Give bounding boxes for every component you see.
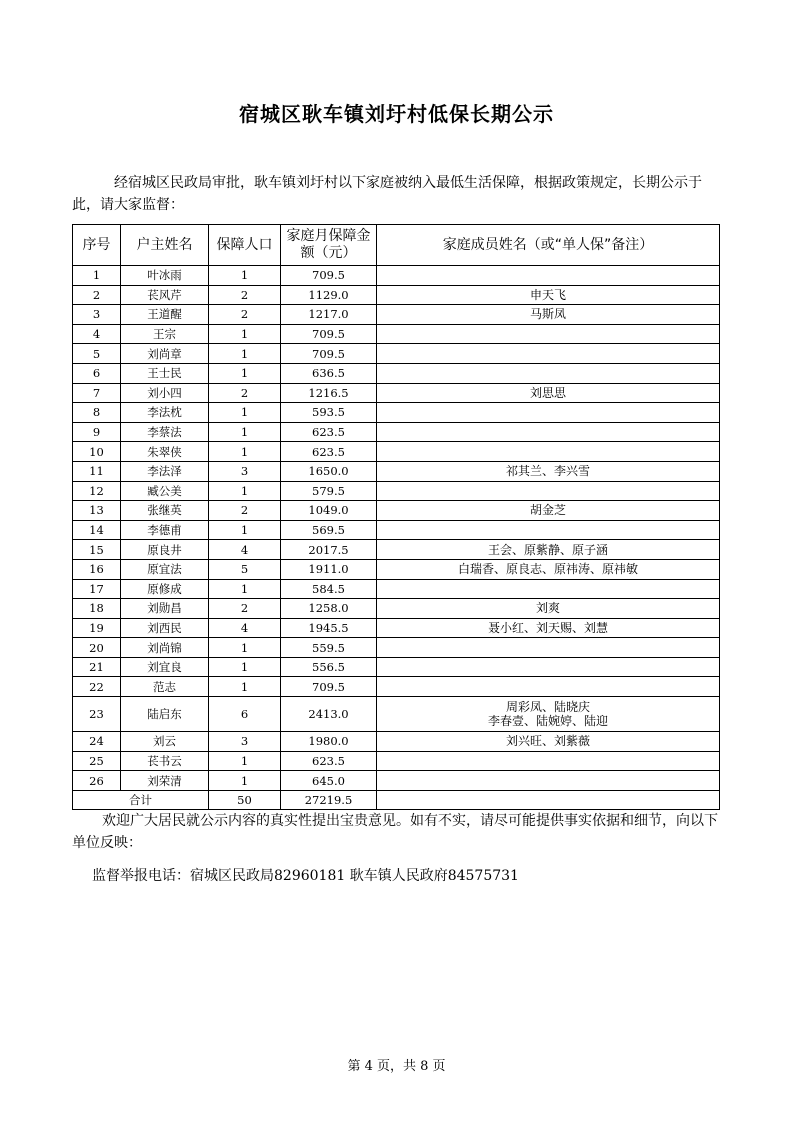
table-row <box>73 383 720 403</box>
row-number: 17 <box>73 579 121 599</box>
feedback-notice: 欢迎广大居民就公示内容的真实性提出宝贵意见。如有不实，请尽可能提供事实依据和细节，向以下单位反映： <box>72 813 718 851</box>
family-members <box>377 442 720 462</box>
table-row <box>73 697 720 732</box>
header-no: 序号 <box>73 225 121 266</box>
total-members <box>377 790 720 810</box>
header-members: 家庭成员姓名（或“单人保”备注） <box>377 225 720 266</box>
covered-count: 1 <box>209 638 281 658</box>
covered-count: 1 <box>209 422 281 442</box>
table-row <box>73 305 720 325</box>
row-number: 14 <box>73 520 121 540</box>
table-row <box>73 422 720 442</box>
table-row <box>73 324 720 344</box>
table-row <box>73 501 720 521</box>
householder-name: 王道醒 <box>121 305 209 325</box>
householder-name: 苌书云 <box>121 751 209 771</box>
row-number: 13 <box>73 501 121 521</box>
householder-name: 刘荣清 <box>121 771 209 791</box>
row-number: 4 <box>73 324 121 344</box>
row-number: 19 <box>73 618 121 638</box>
householder-name: 叶冰雨 <box>121 266 209 286</box>
covered-count: 1 <box>209 520 281 540</box>
householder-name: 李法泽 <box>121 461 209 481</box>
row-number: 18 <box>73 599 121 619</box>
table-row <box>73 344 720 364</box>
householder-name: 刘小四 <box>121 383 209 403</box>
covered-count: 1 <box>209 442 281 462</box>
family-members <box>377 422 720 442</box>
monthly-amount: 1911.0 <box>281 559 377 579</box>
header-count: 保障人口 <box>209 225 281 266</box>
family-members <box>377 677 720 697</box>
monthly-amount: 1216.5 <box>281 383 377 403</box>
family-members: 刘思思 <box>377 383 720 403</box>
covered-count: 1 <box>209 481 281 501</box>
covered-count: 1 <box>209 403 281 423</box>
table-row <box>73 461 720 481</box>
householder-name: 刘云 <box>121 732 209 752</box>
monthly-amount: 1217.0 <box>281 305 377 325</box>
total-count: 50 <box>209 790 281 810</box>
family-members <box>377 520 720 540</box>
householder-name: 刘西民 <box>121 618 209 638</box>
covered-count: 1 <box>209 324 281 344</box>
row-number: 12 <box>73 481 121 501</box>
monthly-amount: 1049.0 <box>281 501 377 521</box>
monthly-amount: 1650.0 <box>281 461 377 481</box>
monthly-amount: 559.5 <box>281 638 377 658</box>
householder-name: 臧公美 <box>121 481 209 501</box>
monthly-amount: 1258.0 <box>281 599 377 619</box>
row-number: 23 <box>73 697 121 732</box>
table-row <box>73 520 720 540</box>
householder-name: 原修成 <box>121 579 209 599</box>
table-row <box>73 540 720 560</box>
family-members: 王会、原紫静、原子涵 <box>377 540 720 560</box>
total-label: 合计 <box>73 790 209 810</box>
row-number: 11 <box>73 461 121 481</box>
covered-count: 2 <box>209 501 281 521</box>
householder-name: 刘宜良 <box>121 657 209 677</box>
row-number: 25 <box>73 751 121 771</box>
row-number: 16 <box>73 559 121 579</box>
row-number: 3 <box>73 305 121 325</box>
row-number: 21 <box>73 657 121 677</box>
monthly-amount: 645.0 <box>281 771 377 791</box>
monthly-amount: 709.5 <box>281 266 377 286</box>
householder-name: 原良井 <box>121 540 209 560</box>
family-members <box>377 363 720 383</box>
monthly-amount: 709.5 <box>281 324 377 344</box>
family-members <box>377 638 720 658</box>
monthly-amount: 623.5 <box>281 422 377 442</box>
covered-count: 2 <box>209 599 281 619</box>
covered-count: 1 <box>209 771 281 791</box>
family-members: 胡金芝 <box>377 501 720 521</box>
covered-count: 2 <box>209 285 281 305</box>
covered-count: 1 <box>209 363 281 383</box>
family-members-line: 李春壹、陆婉婷、陆迎 <box>487 714 608 729</box>
family-members <box>377 344 720 364</box>
hotline-text: 监督举报电话：宿城区民政局82960181 耿车镇人民政府84575731 <box>92 868 519 884</box>
row-number: 6 <box>73 363 121 383</box>
householder-name: 刘勋昌 <box>121 599 209 619</box>
family-members <box>377 403 720 423</box>
row-number: 7 <box>73 383 121 403</box>
householder-name: 李法枕 <box>121 403 209 423</box>
family-members: 刘爽 <box>377 599 720 619</box>
covered-count: 1 <box>209 579 281 599</box>
row-number: 24 <box>73 732 121 752</box>
table-row <box>73 657 720 677</box>
covered-count: 4 <box>209 618 281 638</box>
monthly-amount: 1945.5 <box>281 618 377 638</box>
monthly-amount: 2413.0 <box>281 697 377 732</box>
family-members: 聂小红、刘天赐、刘慧 <box>377 618 720 638</box>
family-members <box>377 579 720 599</box>
table-row <box>73 266 720 286</box>
family-members <box>377 697 720 732</box>
row-number: 26 <box>73 771 121 791</box>
covered-count: 6 <box>209 697 281 732</box>
covered-count: 1 <box>209 344 281 364</box>
family-members: 白瑞香、原良志、原祎涛、原祎敏 <box>377 559 720 579</box>
table-row <box>73 579 720 599</box>
householder-name: 刘尚锦 <box>121 638 209 658</box>
householder-name: 朱翠侠 <box>121 442 209 462</box>
monthly-amount: 1129.0 <box>281 285 377 305</box>
row-number: 22 <box>73 677 121 697</box>
family-members: 马斯凤 <box>377 305 720 325</box>
table-row <box>73 403 720 423</box>
table-row <box>73 677 720 697</box>
table-row <box>73 618 720 638</box>
monthly-amount: 584.5 <box>281 579 377 599</box>
monthly-amount: 623.5 <box>281 751 377 771</box>
householder-name: 李蔡法 <box>121 422 209 442</box>
covered-count: 1 <box>209 677 281 697</box>
table-body <box>73 266 720 791</box>
covered-count: 4 <box>209 540 281 560</box>
householder-name: 陆启东 <box>121 697 209 732</box>
covered-count: 1 <box>209 751 281 771</box>
allowance-table <box>72 224 720 810</box>
householder-name: 原宜法 <box>121 559 209 579</box>
table-row <box>73 442 720 462</box>
table-row <box>73 559 720 579</box>
family-members: 刘兴旺、刘紫薇 <box>377 732 720 752</box>
family-members <box>377 771 720 791</box>
householder-name: 刘尚章 <box>121 344 209 364</box>
family-members: 申天飞 <box>377 285 720 305</box>
table-row <box>73 771 720 791</box>
family-members: 祁其兰、李兴雪 <box>377 461 720 481</box>
householder-name: 王宗 <box>121 324 209 344</box>
family-members <box>377 324 720 344</box>
row-number: 9 <box>73 422 121 442</box>
row-number: 15 <box>73 540 121 560</box>
householder-name: 范志 <box>121 677 209 697</box>
row-number: 20 <box>73 638 121 658</box>
monthly-amount: 593.5 <box>281 403 377 423</box>
monthly-amount: 579.5 <box>281 481 377 501</box>
table-header-row <box>73 225 720 266</box>
header-name: 户主姓名 <box>121 225 209 266</box>
page-title: 宿城区耿车镇刘圩村低保长期公示 <box>239 102 554 126</box>
monthly-amount: 569.5 <box>281 520 377 540</box>
table-row <box>73 751 720 771</box>
table-row <box>73 638 720 658</box>
table-row <box>73 481 720 501</box>
table-row <box>73 285 720 305</box>
covered-count: 1 <box>209 266 281 286</box>
family-members <box>377 751 720 771</box>
covered-count: 2 <box>209 305 281 325</box>
covered-count: 3 <box>209 461 281 481</box>
covered-count: 3 <box>209 732 281 752</box>
family-members <box>377 266 720 286</box>
table-row <box>73 599 720 619</box>
monthly-amount: 1980.0 <box>281 732 377 752</box>
row-number: 1 <box>73 266 121 286</box>
householder-name: 苌风芹 <box>121 285 209 305</box>
covered-count: 2 <box>209 383 281 403</box>
family-members <box>377 481 720 501</box>
monthly-amount: 636.5 <box>281 363 377 383</box>
page-number: 第 4 页，共 8 页 <box>347 1059 446 1074</box>
intro-paragraph: 经宿城区民政局审批，耿车镇刘圩村以下家庭被纳入最低生活保障，根据政策规定，长期公示于此，请大家监督： <box>72 175 702 213</box>
covered-count: 5 <box>209 559 281 579</box>
monthly-amount: 709.5 <box>281 344 377 364</box>
total-row <box>73 790 720 810</box>
family-members-line: 周彩凤、陆晓庆 <box>505 700 590 715</box>
householder-name: 张继英 <box>121 501 209 521</box>
row-number: 10 <box>73 442 121 462</box>
householder-name: 李德甫 <box>121 520 209 540</box>
covered-count: 1 <box>209 657 281 677</box>
header-amount: 家庭月保障金额（元） <box>281 225 377 266</box>
monthly-amount: 556.5 <box>281 657 377 677</box>
table-row <box>73 732 720 752</box>
row-number: 2 <box>73 285 121 305</box>
monthly-amount: 709.5 <box>281 677 377 697</box>
householder-name: 王士民 <box>121 363 209 383</box>
row-number: 5 <box>73 344 121 364</box>
row-number: 8 <box>73 403 121 423</box>
monthly-amount: 623.5 <box>281 442 377 462</box>
table-row <box>73 363 720 383</box>
family-members <box>377 657 720 677</box>
monthly-amount: 2017.5 <box>281 540 377 560</box>
total-amount: 27219.5 <box>281 790 377 810</box>
